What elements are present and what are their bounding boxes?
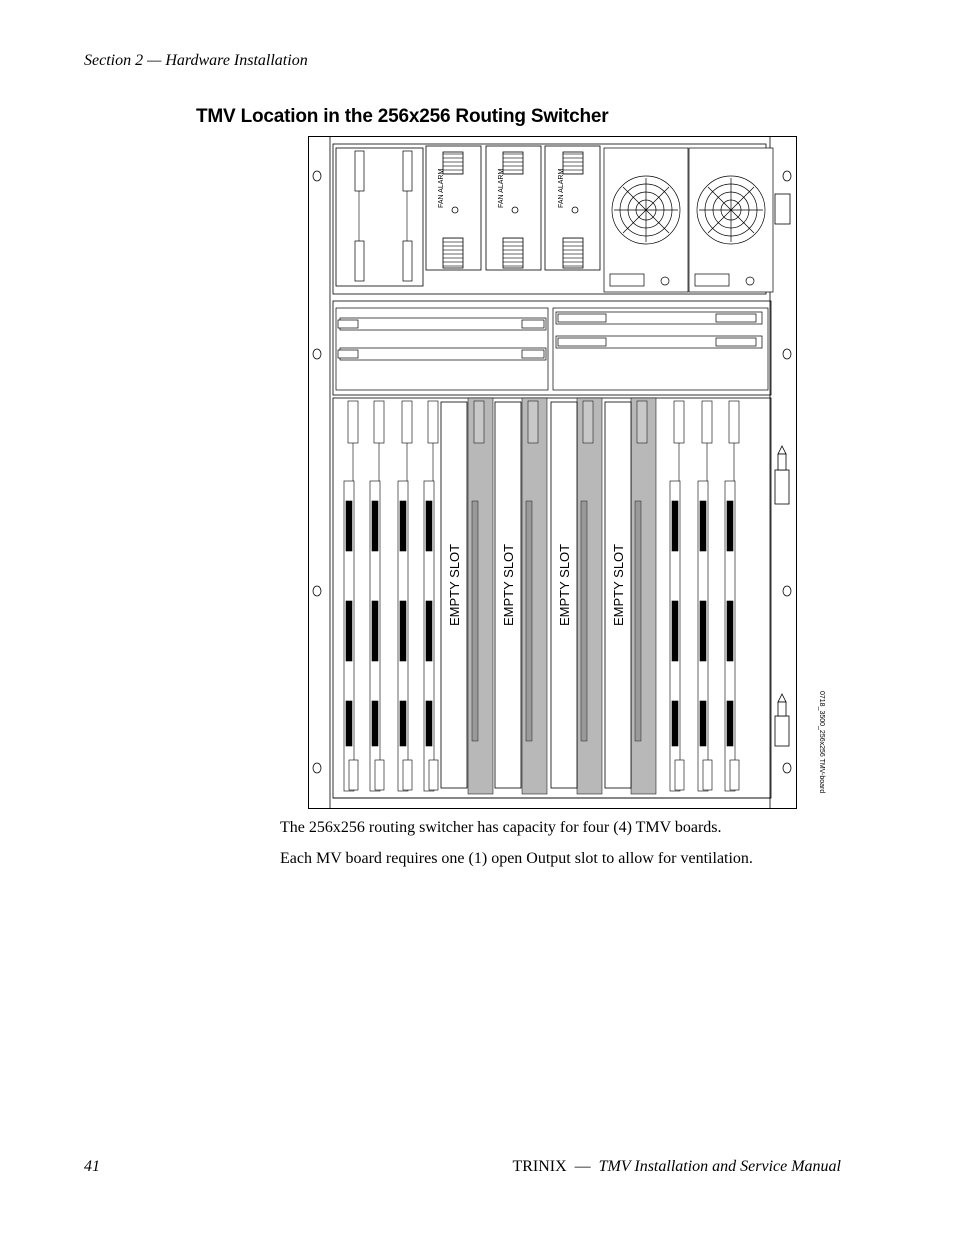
ventilation-slot xyxy=(522,398,547,794)
ventilation-slot xyxy=(631,398,656,794)
running-head: Section 2 — Hardware Installation xyxy=(84,52,308,69)
ventilation-slot xyxy=(468,398,493,794)
frame-diagram xyxy=(308,136,825,810)
page-number: 41 xyxy=(84,1158,100,1175)
empty-slot-label: EMPTY SLOT xyxy=(611,543,626,626)
empty-slot-label: EMPTY SLOT xyxy=(501,543,516,626)
body-paragraph-1: The 256x256 routing switcher has capacity for four (4) TMV boards. xyxy=(280,819,722,836)
drawing-id: 0718_3500_256x256 TMV-board xyxy=(818,691,825,794)
footer-product: TRINIX xyxy=(512,1158,567,1175)
fan-modules xyxy=(426,146,600,270)
empty-slot-label: EMPTY SLOT xyxy=(447,543,462,626)
footer-title xyxy=(512,1158,841,1176)
fan-alarm-label-2: FAN ALARM xyxy=(498,168,505,208)
footer-separator: — xyxy=(574,1158,591,1175)
ventilation-slot xyxy=(577,398,602,794)
frame-drawing xyxy=(308,136,825,810)
footer-manual-title: TMV Installation and Service Manual xyxy=(598,1158,841,1175)
section-title: TMV Location in the 256x256 Routing Switcher xyxy=(196,106,609,127)
fan-alarm-label-1: FAN ALARM xyxy=(438,168,445,208)
empty-slot-label: EMPTY SLOT xyxy=(557,543,572,626)
fan-alarm-label-3: FAN ALARM xyxy=(558,168,565,208)
body-paragraph-2: Each MV board requires one (1) open Output slot to allow for ventilation. xyxy=(280,850,753,867)
